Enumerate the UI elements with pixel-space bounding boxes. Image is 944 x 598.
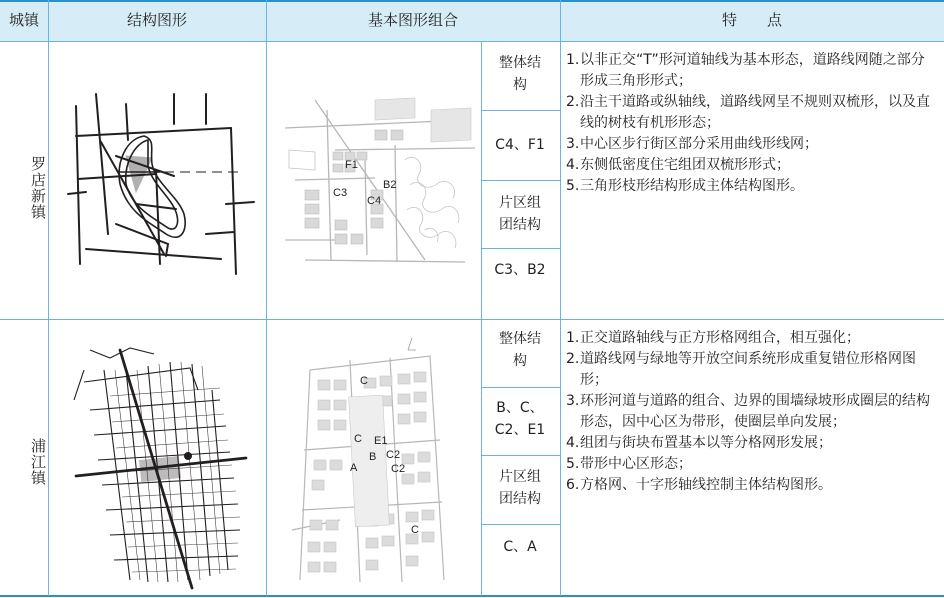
- sub-divider: [481, 524, 560, 525]
- sub-divider: [481, 387, 560, 388]
- sub-divider: [481, 180, 560, 181]
- col-divider: [266, 0, 267, 596]
- plan-label: C4: [367, 195, 382, 207]
- sub-value: C4、F1: [495, 137, 545, 153]
- feature-item: 5. 带形中心区形态；: [566, 456, 692, 472]
- plan-label: A: [350, 462, 358, 474]
- feature-item: 4. 组团与街块布置基本以等分格网形发展；: [566, 435, 832, 451]
- urban-plan-map-pujiang: [290, 330, 450, 585]
- sub-label: 整体结构: [499, 55, 541, 93]
- header-divider: [0, 41, 944, 42]
- structure-sketch-luodian: [56, 84, 261, 284]
- urban-plan-map-luodian: [275, 90, 475, 270]
- col-divider: [481, 42, 482, 596]
- features-list: [566, 328, 938, 496]
- town-name: 浦江镇: [29, 438, 47, 486]
- row-divider: [0, 319, 944, 320]
- feature-item: 3. 中心区步行街区部分采用曲线形线网；: [566, 136, 818, 152]
- plan-label: C2: [386, 449, 401, 461]
- feature-item: 5. 三角形枝形结构形成主体结构图形。: [566, 178, 804, 194]
- header-features: 特 点: [721, 11, 782, 29]
- plan-label: C3: [333, 187, 348, 199]
- plan-label: F1: [345, 159, 358, 171]
- plan-label: B: [369, 451, 377, 463]
- col-divider: [48, 0, 49, 596]
- feature-item: 4. 东侧低密度住宅组团双梳形形式；: [566, 157, 790, 173]
- header-basic-combination: 基本图形组合: [367, 11, 458, 29]
- sub-value: C3、B2: [494, 262, 546, 278]
- feature-item: 2. 道路线网与绿地等开放空间系统形成重复错位形格网图形；: [566, 351, 916, 388]
- sub-value: C、A: [503, 539, 537, 555]
- sub-divider: [481, 248, 560, 249]
- sub-divider: [481, 455, 560, 456]
- header-structure-figure: 结构图形: [126, 11, 187, 29]
- sub-label: 片区组团结构: [499, 195, 541, 233]
- plan-label: C: [360, 375, 368, 387]
- structure-sketch-pujiang: [70, 330, 250, 590]
- town-name: 罗店新镇: [29, 156, 47, 220]
- feature-item: 6. 方格网、十字形轴线控制主体结构图形。: [566, 477, 832, 493]
- plan-label: C: [411, 524, 419, 536]
- feature-item: 2. 沿主干道路或纵轴线，道路线网呈不规则双梳形，以及直线的树枝有机形形态；: [566, 94, 930, 131]
- sub-label: 整体结构: [499, 331, 541, 369]
- col-divider: [560, 0, 561, 596]
- sub-label: 片区组团结构: [499, 469, 541, 507]
- header-town: 城镇: [8, 11, 39, 29]
- plan-label: C2: [391, 463, 406, 475]
- plan-label: E1: [374, 435, 388, 447]
- feature-item: 1. 正交道路轴线与正方形格网组合，相互强化；: [566, 330, 860, 346]
- plan-label: C: [354, 433, 362, 445]
- sub-value: B、C、C2、E1: [494, 400, 546, 438]
- sub-divider: [481, 110, 560, 111]
- plan-label: B2: [383, 179, 397, 191]
- table-bottom: [0, 595, 944, 597]
- feature-item: 1. 以非正交“T”形河道轴线为基本形态，道路线网随之部分形成三角形形式；: [566, 52, 925, 89]
- features-list: [566, 50, 938, 197]
- feature-item: 3. 环形河道与道路的组合、边界的围墙绿坡形成圈层的结构形态，因中心区为带形，使圈层单向发展；: [566, 393, 930, 430]
